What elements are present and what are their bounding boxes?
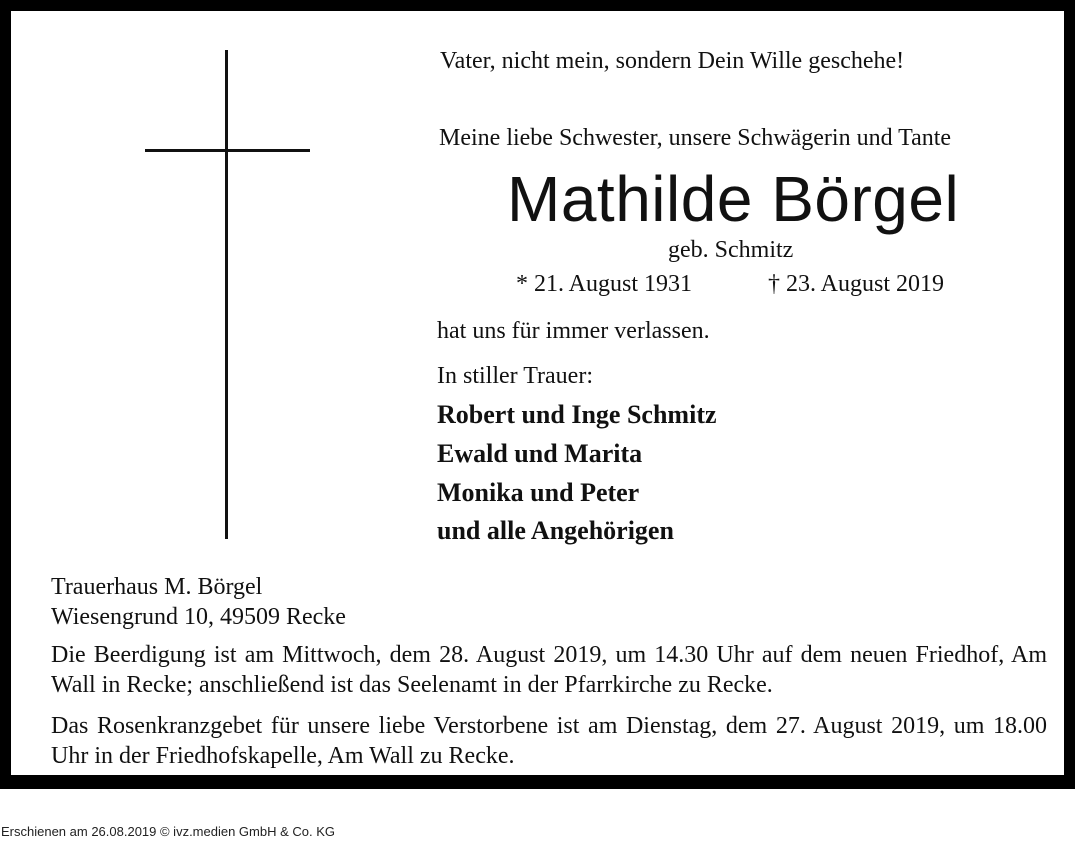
birth-date: * 21. August 1931 [516,271,693,297]
death-date: † 23. August 2019 [768,271,945,297]
intro-line: Meine liebe Schwester, unsere Schwägerin und Tante [439,125,952,151]
deceased-name: Mathilde Börgel [507,163,960,235]
mourner-name: Monika und Peter [437,478,640,507]
mourner-name: Robert und Inge Schmitz [437,400,717,429]
publication-credit: Erschienen am 26.08.2019 © ivz.medien GmbH & Co. KG [1,824,336,839]
mourner-name: Ewald und Marita [437,439,643,468]
funeral-details: Die Beerdigung ist am Mittwoch, dem 28. August 2019, um 14.30 Uhr auf dem neuen Friedhof, Am Wall in Recke; anschließend ist das Seelenamt in der Pfarrkirche zu Recke. [51,642,1047,698]
obituary-card [11,11,1064,775]
motto: Vater, nicht mein, sondern Dein Wille geschehe! [440,48,905,74]
cross-icon [225,50,228,539]
mourning-house-name: Trauerhaus M. Börgel [51,574,263,600]
rosary-details: Das Rosenkranzgebet für unsere liebe Verstorbene ist am Dienstag, dem 27. August 2019, um 18.00 Uhr in der Friedhofskapelle, Am Wall zu Recke. [51,713,1047,769]
maiden-name: geb. Schmitz [668,237,794,263]
passing-message: hat uns für immer verlassen. [437,318,710,344]
mourning-label: In stiller Trauer: [437,363,593,389]
mourning-house-address: Wiesengrund 10, 49509 Recke [51,604,346,630]
mourner-name: und alle Angehörigen [437,516,674,545]
cross-icon-crossbar [145,149,310,152]
